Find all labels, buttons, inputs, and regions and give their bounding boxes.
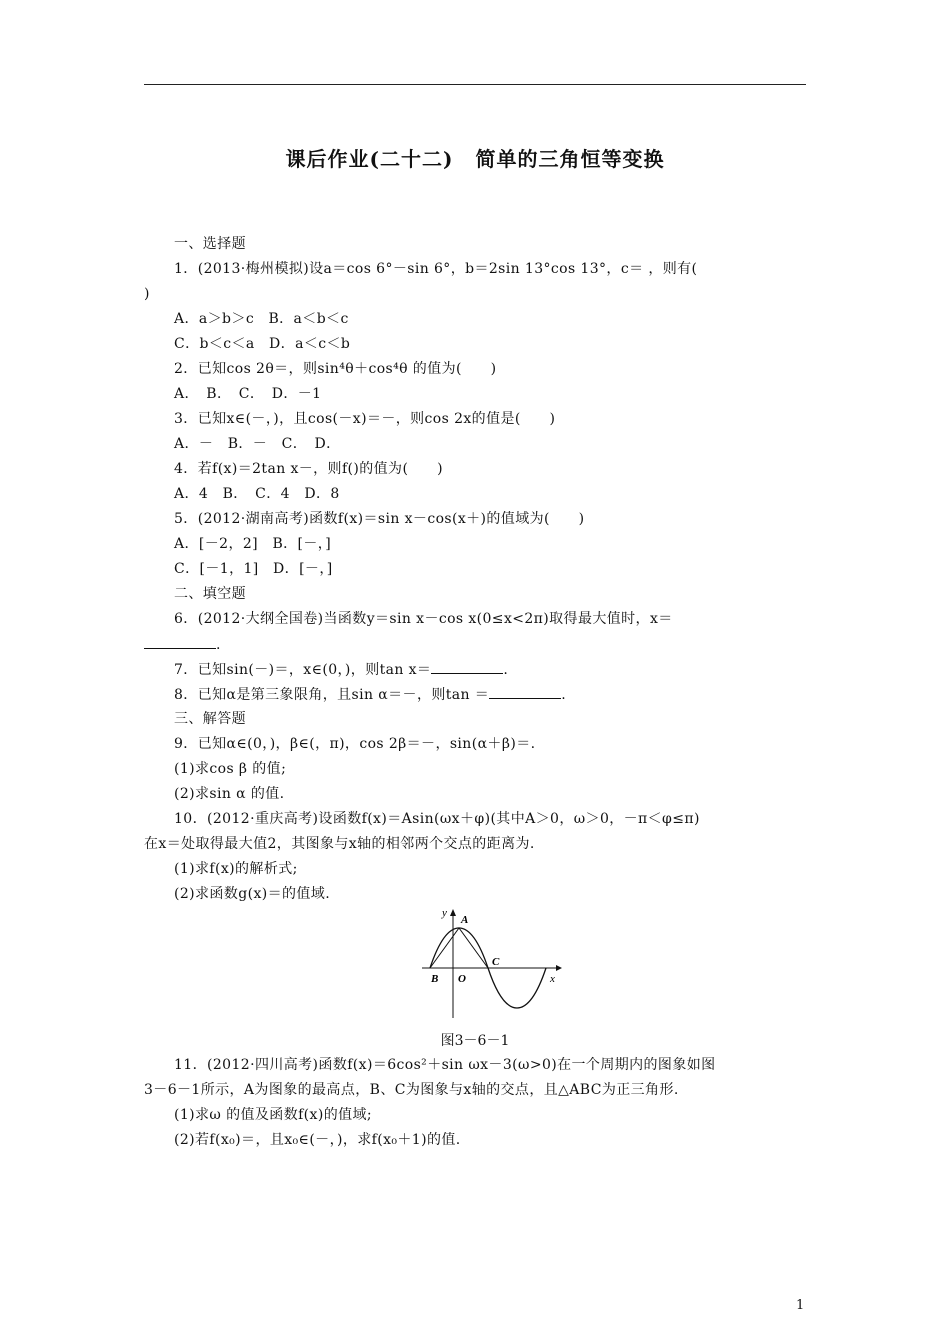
x-axis-label: x [550, 973, 555, 985]
title-sub: 简单的三角恒等变换 [475, 147, 665, 171]
y-axis-label: y [442, 907, 447, 919]
question-11-part-1: (1)求ω 的值及函数f(x)的值域; [174, 1107, 373, 1123]
point-c-label: C [492, 956, 500, 968]
question-10: 10．(2012·重庆高考)设函数f(x)＝Asin(ωx＋φ)(其中A＞0，ω＞0，－π＜φ≤π) [174, 811, 700, 827]
question-10-part-2: (2)求函数g(x)＝的值域. [174, 886, 331, 902]
section-heading-solve: 三、解答题 [174, 711, 246, 727]
question-5-options-ab: A．[－2，2] B．[－，] [174, 536, 332, 552]
question-6-cont: . [144, 634, 221, 655]
y-axis-arrow [450, 909, 456, 916]
answer-blank [431, 659, 503, 674]
question-9-part-1: (1)求cos β 的值; [174, 761, 287, 777]
question-1-cont: ) [144, 286, 150, 302]
question-9-part-2: (2)求sin α 的值. [174, 786, 285, 802]
x-axis-arrow [556, 965, 562, 971]
question-9: 9．已知α∈(0，)，β∈(，π)，cos 2β＝－，sin(α＋β)＝. [174, 736, 536, 752]
question-7: 7．已知sin(－)＝，x∈(0，)，则tan x＝ . [174, 659, 508, 680]
question-3: 3．已知x∈(－，)，且cos(－x)＝－，则cos 2x的值是( ) [174, 411, 556, 427]
question-10-cont: 在x＝处取得最大值2，其图象与x轴的相邻两个交点的距离为. [144, 836, 535, 852]
answer-blank [144, 634, 216, 649]
answer-blank [489, 684, 561, 699]
header-rule [144, 84, 806, 85]
question-11-cont: 3－6－1所示，A为图象的最高点，B、C为图象与x轴的交点，且△ABC为正三角形. [144, 1082, 679, 1098]
figure-caption: 图3－6－1 [440, 1033, 510, 1049]
question-11: 11．(2012·四川高考)函数f(x)＝6cos²＋sin ωx－3(ω>0)在一个周期内的图象如图 [174, 1057, 716, 1073]
question-4-options: A．4 B． C．4 D．8 [174, 486, 340, 502]
question-3-options: A．－ B．－ C． D． [174, 436, 341, 452]
question-5: 5．(2012·湖南高考)函数f(x)＝sin x－cos(x＋)的值域为( ) [174, 511, 585, 527]
page-title [0, 143, 950, 172]
point-a-label: A [461, 914, 469, 926]
question-1-options-ab: A．a＞b＞c B．a＜b＜c [174, 311, 349, 327]
question-5-options-cd: C．[－1，1] D．[－，] [174, 561, 333, 577]
question-1-options-cd: C．b＜c＜a D．a＜c＜b [174, 336, 351, 352]
point-b-label: B [431, 973, 439, 985]
section-heading-fill: 二、填空题 [174, 586, 246, 602]
question-10-part-1: (1)求f(x)的解析式; [174, 861, 298, 877]
origin-label: O [458, 973, 466, 985]
question-4: 4．若f(x)＝2tan x－，则f()的值为( ) [174, 461, 443, 477]
question-1: 1．(2013·梅州模拟)设a＝cos 6°－sin 6°，b＝2sin 13°cos 13°，c＝ ，则有( [174, 261, 698, 277]
page-number: 1 [796, 1298, 805, 1313]
question-11-part-2: (2)若f(x₀)＝，且x₀∈(－，)，求f(x₀＋1)的值. [174, 1132, 461, 1148]
question-8: 8．已知α是第三象限角，且sin α＝－，则tan ＝ . [174, 684, 566, 705]
question-6: 6．(2012·大纲全国卷)当函数y＝sin x－cos x(0≤x<2π)取得最大值时，x＝ [174, 611, 673, 627]
question-2: 2．已知cos 2θ＝，则sin⁴θ＋cos⁴θ 的值为( ) [174, 361, 497, 377]
question-2-options: A． B． C． D．－1 [174, 386, 322, 402]
sine-graph-figure [422, 904, 562, 1020]
title-main: 课后作业(二十二) [285, 147, 454, 171]
section-heading-choice: 一、选择题 [174, 236, 246, 252]
